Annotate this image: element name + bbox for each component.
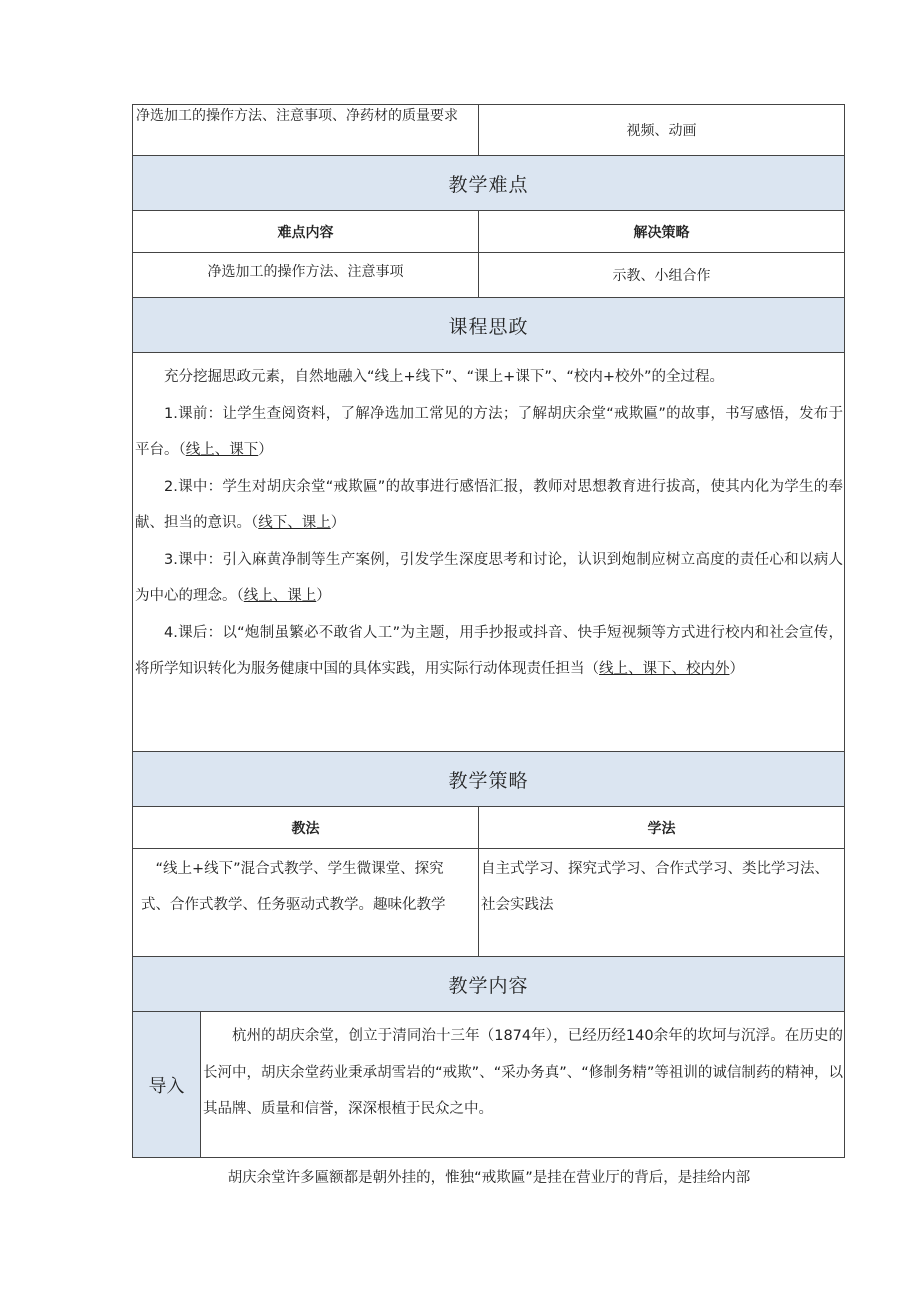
strategy-section-row (133, 752, 845, 807)
difficulty-section-title: 教学难点 (133, 156, 845, 210)
intro-row (133, 1012, 845, 1158)
key-point-resources: 视频、动画 (479, 105, 845, 155)
strategy-section-title: 教学策略 (133, 752, 845, 806)
ideology-item (135, 615, 843, 688)
intro-content (201, 1012, 845, 1157)
key-point-content: 净选加工的操作方法、注意事项、净药材的质量要求 (133, 105, 479, 155)
strategy-header-row (133, 807, 845, 849)
ideology-item (135, 469, 843, 542)
intro-paragraph: 杭州的胡庆余堂，创立于清同治十三年（1874年），已经历经140余年的坎坷与沉浮。在历史的长河中，胡庆余堂药业秉承胡雪岩的“戒欺”、“采办务真”、“修制务精”等祖训的诚信制药的精神，以其品牌、质量和信誉，深深根植于民众之中。 (203, 1028, 843, 1117)
key-points-row (133, 105, 845, 156)
learning-method-content: 自主式学习、探究式学习、合作式学习、类比学习法、社会实践法 (479, 849, 845, 956)
ideology-item-tag: 线上、课上 (243, 588, 317, 604)
ideology-content-row (133, 353, 845, 752)
difficulty-content: 净选加工的操作方法、注意事项 (133, 253, 479, 297)
ideology-item-tag: 线上、课下 (185, 442, 259, 458)
ideology-item (135, 542, 843, 615)
ideology-item (135, 396, 843, 469)
ideology-item-tag: 线下、课上 (258, 515, 331, 531)
content-section-title: 教学内容 (133, 957, 845, 1011)
ideology-item-tail: ） (330, 515, 346, 531)
difficulty-header-right: 解决策略 (479, 211, 845, 252)
content-section-row (133, 957, 845, 1012)
lesson-plan-table (132, 104, 845, 1158)
difficulty-header-row (133, 211, 845, 253)
ideology-item-text: 2.课中：学生对胡庆余堂“戒欺匾”的故事进行感悟汇报，教师对思想教育进行拔高，使其内化为学生的奉献、担当的意识。（ (135, 478, 843, 531)
ideology-item-text: 1.课前：让学生查阅资料，了解净选加工常见的方法；了解胡庆余堂“戒欺匾”的故事，书写感悟，发布于平台。（ (135, 405, 843, 458)
ideology-section-row (133, 298, 845, 353)
ideology-item-text: 3.课中：引入麻黄净制等生产案例，引发学生深度思考和讨论，认识到炮制应树立高度的责任心和以病人为中心的理念。（ (135, 551, 843, 604)
difficulty-header-left: 难点内容 (133, 211, 479, 252)
learning-method-header: 学法 (479, 807, 845, 848)
ideology-content (133, 353, 845, 751)
difficulty-solution: 示教、小组合作 (479, 253, 845, 297)
strategy-content-row (133, 849, 845, 957)
ideology-item-text: 4.课后：以“炮制虽繁必不敢省人工”为主题，用手抄报或抖音、快手短视频等方式进行校内和社会宣传，将所学知识转化为服务健康中国的具体实践，用实际行动体现责任担当（ (135, 624, 843, 677)
ideology-item-tail: ） (729, 661, 744, 677)
ideology-section-title: 课程思政 (133, 298, 845, 352)
body-paragraph: 胡庆余堂许多匾额都是朝外挂的，惟独“戒欺匾”是挂在营业厅的背后，是挂给内部 (227, 1170, 751, 1186)
ideology-item-tail: ） (258, 442, 273, 458)
ideology-item-tag: 线上、课下、校内外 (599, 661, 730, 677)
ideology-item-tail: ） (316, 588, 331, 604)
teaching-method-header: 教法 (133, 807, 479, 848)
difficulty-section-row (133, 156, 845, 211)
intro-label: 导入 (133, 1012, 201, 1157)
difficulty-content-row (133, 253, 845, 298)
ideology-intro: 充分挖掘思政元素，自然地融入“线上+线下”、“课上+课下”、“校内+校外”的全过程。 (164, 369, 725, 385)
teaching-method-content: “线上+线下”混合式教学、学生微课堂、探究式、合作式教学、任务驱动式教学。趣味化教学 (133, 849, 479, 956)
